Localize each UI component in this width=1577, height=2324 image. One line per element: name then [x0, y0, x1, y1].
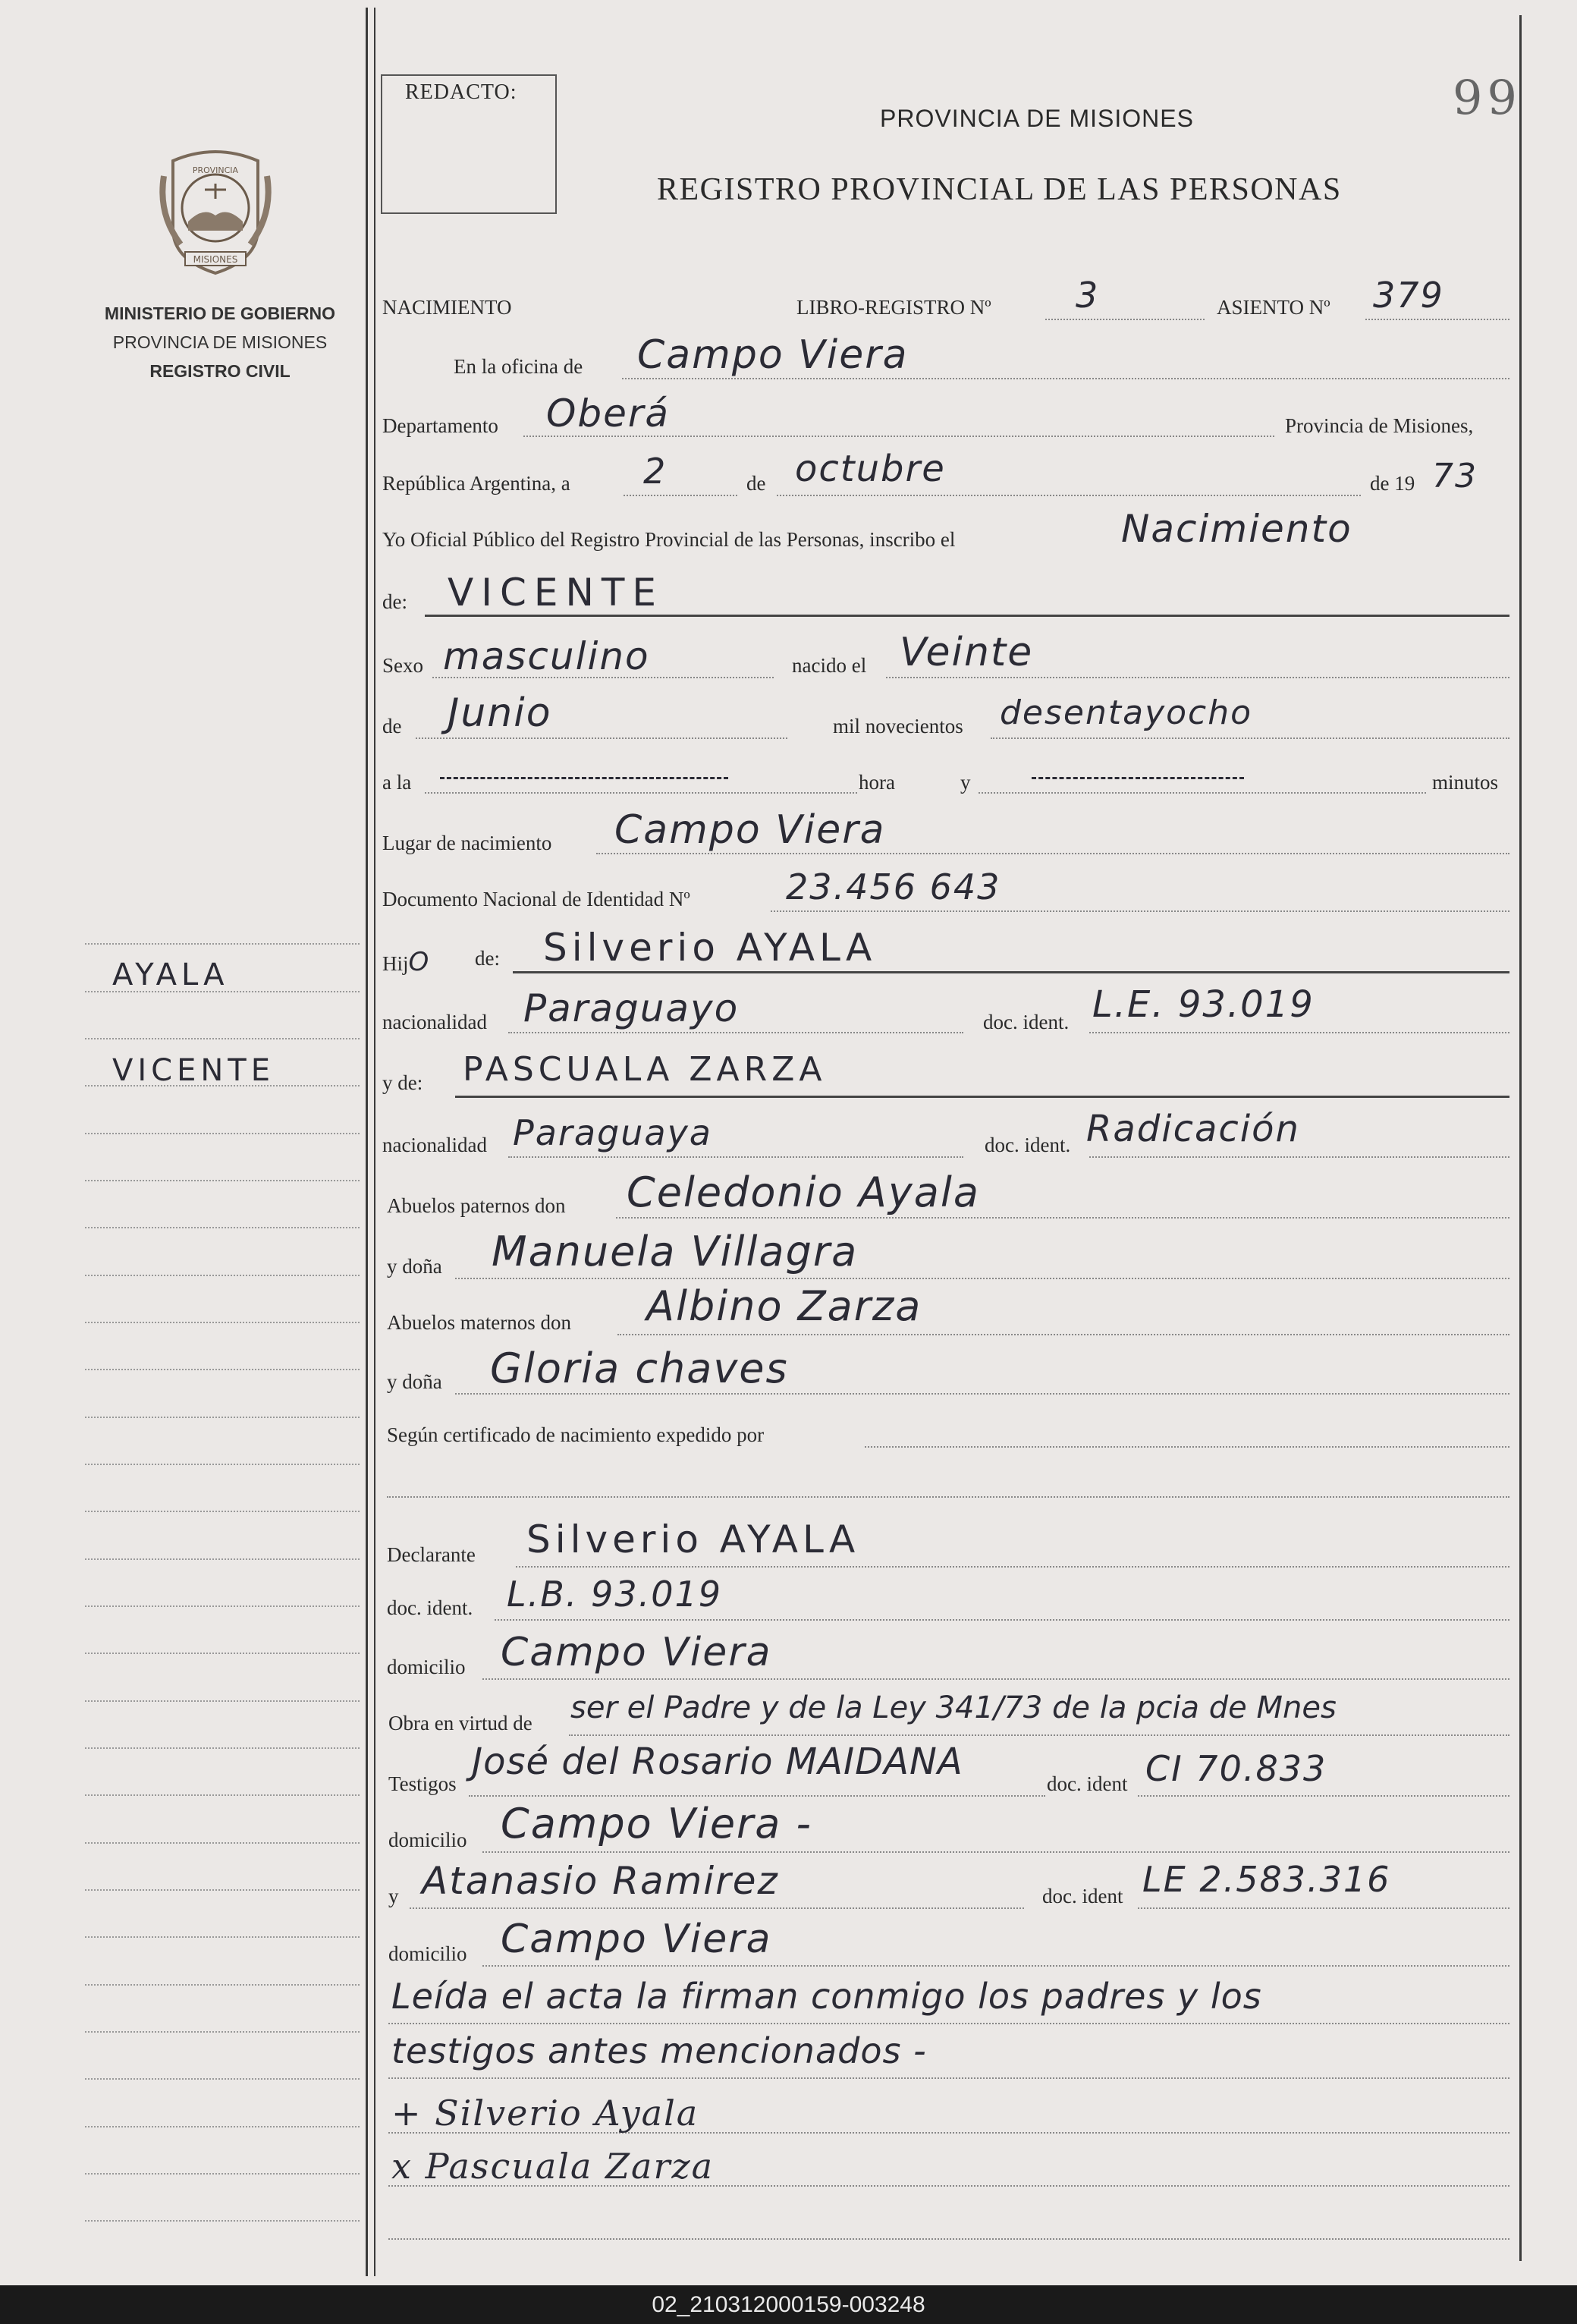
mes-nac-line [416, 737, 787, 739]
sexo-label: Sexo [382, 654, 423, 677]
testigo-2-value: Atanasio Ramirez [422, 1859, 779, 1903]
doc-ident-4-label: doc. ident [1047, 1772, 1128, 1795]
signature-line-3 [388, 2238, 1509, 2240]
domicilio-2-value: Campo Viera - [501, 1800, 812, 1848]
nacionalidad-1-label: nacionalidad [382, 1011, 487, 1033]
margin-rule [85, 1700, 360, 1702]
margin-rule [85, 2078, 360, 2080]
registry-title: REGISTRO PROVINCIAL DE LAS PERSONAS [657, 172, 1342, 207]
doc-ident-1-value: L.E. 93.019 [1092, 983, 1315, 1026]
libro-value: 3 [1076, 275, 1100, 316]
nacionalidad-1-value: Paraguayo [523, 986, 740, 1030]
domicilio-2-label: domicilio [388, 1829, 467, 1851]
hora-line [425, 792, 857, 794]
declarante-label: Declarante [387, 1543, 476, 1566]
minutos-dashes [1032, 777, 1244, 779]
margin-surname: AYALA [112, 958, 229, 992]
margin-rule [85, 943, 360, 945]
domicilio-1-value: Campo Viera [501, 1630, 772, 1675]
doc-ident-2-label: doc. ident. [985, 1134, 1071, 1156]
obra-label: Obra en virtud de [388, 1712, 532, 1734]
lugar-label: Lugar de nacimiento [382, 832, 552, 854]
oficina-label: En la oficina de [454, 355, 583, 378]
margin-rule [85, 1369, 360, 1370]
margin-rule [85, 1275, 360, 1276]
page-number: 99 [1453, 70, 1522, 125]
margin-rule [85, 1842, 360, 1844]
nacido-value: Veinte [900, 630, 1034, 675]
margin-rule [85, 1889, 360, 1891]
nombre-line [425, 615, 1509, 617]
margin-rule [85, 1227, 360, 1228]
declarante-line [516, 1566, 1509, 1568]
dni-line [771, 910, 1509, 912]
closing-text-1: Leída el acta la firman conmigo los padres y los [391, 1976, 1262, 2017]
doc-ident-4-value: CI 70.833 [1145, 1748, 1327, 1789]
margin-rule [85, 2126, 360, 2127]
abuela-paterna-value: Manuela Villagra [492, 1228, 859, 1275]
mes-nac-value: Junio [448, 690, 552, 736]
closing-text-2: testigos antes mencionados - [391, 2030, 927, 2071]
margin-rule [85, 1653, 360, 1654]
nacido-label: nacido el [792, 654, 867, 677]
dni-value: 23.456 643 [786, 866, 1001, 907]
dia-line [624, 495, 737, 496]
doc-ident-3-value: L.B. 93.019 [507, 1574, 723, 1615]
domicilio-3-label: domicilio [388, 1942, 467, 1965]
margin-rule [85, 1747, 360, 1749]
seal-top-text: PROVINCIA [192, 165, 239, 175]
obra-value: ser el Padre y de la Ley 341/73 de la pcia de Mnes [570, 1690, 1337, 1725]
ministry-line-2: PROVINCIA DE MISIONES [112, 332, 328, 352]
margin-rule [85, 1984, 360, 1986]
nacido-line [886, 677, 1509, 678]
departamento-line [523, 436, 1274, 437]
hora-label: hora [859, 771, 895, 794]
abuelo-paterno-value: Celedonio Ayala [627, 1168, 980, 1216]
doc-ident-5-line [1138, 1907, 1509, 1909]
y-de-label: y de: [382, 1071, 423, 1094]
abuela-materna-line [455, 1393, 1509, 1395]
asiento-value: 379 [1373, 275, 1444, 316]
abuela-materna-value: Gloria chaves [490, 1344, 789, 1392]
minutos-line [979, 792, 1426, 794]
nombre-value: VICENTE [448, 571, 664, 615]
testigos-label: Testigos [388, 1772, 457, 1795]
image-id-footer: 02_210312000159-003248 [0, 2285, 1577, 2324]
signature-1: + Silverio Ayala [391, 2093, 699, 2134]
doc-ident-2-line [1089, 1156, 1509, 1158]
testigo-1-line [469, 1795, 1045, 1797]
signature-2: x Pascuala Zarza [391, 2146, 715, 2187]
domicilio-1-line [482, 1678, 1509, 1680]
oficina-line [622, 378, 1509, 379]
y-2-label: y [388, 1885, 399, 1907]
anio-nac-value: desentayocho [1000, 693, 1253, 732]
anio-prefix: de 19 [1370, 472, 1415, 495]
doc-ident-3-label: doc. ident. [387, 1596, 473, 1619]
margin-rule [85, 1936, 360, 1938]
right-vertical-rule [1519, 15, 1522, 2261]
republica-label: República Argentina, a [382, 472, 570, 495]
doc-ident-5-value: LE 2.583.316 [1142, 1859, 1391, 1900]
margin-rule [85, 1038, 360, 1039]
doc-ident-3-line [495, 1619, 1509, 1621]
doc-ident-1-label: doc. ident. [983, 1011, 1070, 1033]
margin-rule [85, 1794, 360, 1796]
nacionalidad-1-line [508, 1032, 963, 1033]
margin-rule [85, 2031, 360, 2033]
lugar-value: Campo Viera [614, 807, 886, 853]
oficina-value: Campo Viera [637, 332, 909, 378]
abuelo-materno-value: Albino Zarza [646, 1282, 922, 1330]
province-title: PROVINCIA DE MISIONES [880, 105, 1194, 132]
madre-value: PASCUALA ZARZA [463, 1050, 827, 1089]
hijo-label [382, 947, 430, 977]
padre-value: Silverio AYALA [543, 926, 877, 970]
margin-rule [85, 1464, 360, 1465]
obra-line [569, 1734, 1509, 1736]
doc-ident-5-label: doc. ident [1042, 1885, 1123, 1907]
hijo-suffix: O [408, 947, 431, 977]
y-dona-2-label: y doña [387, 1370, 442, 1393]
abuelos-maternos-label: Abuelos maternos don [387, 1311, 571, 1334]
y-label: y [960, 771, 971, 794]
hijo-de-label: de: [475, 947, 500, 970]
departamento-label: Departamento [382, 414, 498, 437]
de2-label: de [382, 715, 402, 737]
ministry-line-1: MINISTERIO DE GOBIERNO [104, 303, 336, 323]
nacionalidad-2-value: Paraguaya [513, 1112, 712, 1153]
nacionalidad-2-label: nacionalidad [382, 1134, 487, 1156]
domicilio-3-line [482, 1965, 1509, 1967]
segun-label: Según certificado de nacimiento expedido por [387, 1423, 765, 1446]
inner-vertical-rule [374, 8, 375, 2276]
provincial-seal-icon [158, 146, 273, 276]
margin-rule [85, 1605, 360, 1607]
closing-line-1 [388, 2023, 1509, 2024]
libro-label: LIBRO-REGISTRO Nº [796, 296, 991, 319]
de-label: de [746, 472, 766, 495]
provincia-suffix: Provincia de Misiones, [1285, 414, 1474, 437]
mes-line [777, 495, 1361, 496]
mes-value: octubre [795, 448, 946, 490]
ministry-line-3: REGISTRO CIVIL [149, 361, 291, 381]
dia-value: 2 [643, 451, 668, 492]
dni-label: Documento Nacional de Identidad Nº [382, 888, 690, 910]
a-la-label: a la [382, 771, 412, 794]
testigo-2-line [410, 1907, 1024, 1909]
abuelo-materno-line [617, 1334, 1509, 1335]
acto-value: Nacimiento [1121, 507, 1352, 551]
margin-given-name: VICENTE [112, 1053, 275, 1088]
anio-nac-line [991, 737, 1509, 739]
margin-rule [85, 1133, 360, 1134]
doc-ident-2-value: Radicación [1086, 1108, 1300, 1150]
seal-bottom-text: MISIONES [193, 254, 238, 265]
madre-line [455, 1096, 1509, 1098]
act-type-label: NACIMIENTO [382, 296, 512, 319]
closing-line-2 [388, 2077, 1509, 2079]
doc-ident-4-line [1138, 1795, 1509, 1797]
abuela-paterna-line [455, 1278, 1509, 1279]
lugar-line [596, 853, 1509, 854]
abuelo-paterno-line [616, 1217, 1509, 1219]
departamento-value: Oberá [546, 392, 671, 436]
margin-rule [85, 1417, 360, 1418]
margin-rule [85, 2220, 360, 2222]
doc-ident-1-line [1089, 1032, 1509, 1033]
mil-label: mil novecientos [833, 715, 963, 737]
testigo-1-value: José del Rosario MAIDANA [472, 1741, 963, 1783]
ministry-block [83, 299, 357, 385]
domicilio-1-label: domicilio [387, 1656, 466, 1678]
nacionalidad-2-line [508, 1156, 963, 1158]
de-colon-label: de: [382, 590, 407, 613]
left-vertical-rule [366, 8, 368, 2276]
margin-rule [85, 1511, 360, 1512]
domicilio-3-value: Campo Viera [501, 1917, 772, 1962]
domicilio-2-line [482, 1851, 1509, 1853]
hora-dashes [440, 777, 728, 779]
segun-line [865, 1446, 1509, 1448]
declarante-value: Silverio AYALA [526, 1517, 860, 1561]
asiento-line [1365, 319, 1509, 320]
padre-line [513, 971, 1509, 973]
redacto-box [381, 74, 557, 214]
redacto-label: REDACTO: [405, 80, 517, 104]
margin-rule [85, 1558, 360, 1560]
margin-rule [85, 2173, 360, 2175]
asiento-label: ASIENTO Nº [1217, 296, 1330, 319]
minutos-label: minutos [1432, 771, 1499, 794]
abuelos-paternos-label: Abuelos paternos don [387, 1194, 566, 1217]
margin-rule [85, 1322, 360, 1323]
anio-value: 73 [1432, 457, 1478, 495]
sexo-value: masculino [443, 634, 650, 678]
libro-line [1045, 319, 1205, 320]
y-dona-1-label: y doña [387, 1255, 442, 1278]
hijo-prefix: Hij [382, 952, 409, 975]
margin-rule [85, 1180, 360, 1181]
segun-line-2 [387, 1496, 1509, 1498]
oficial-text: Yo Oficial Público del Registro Provincial de las Personas, inscribo el [382, 528, 956, 551]
